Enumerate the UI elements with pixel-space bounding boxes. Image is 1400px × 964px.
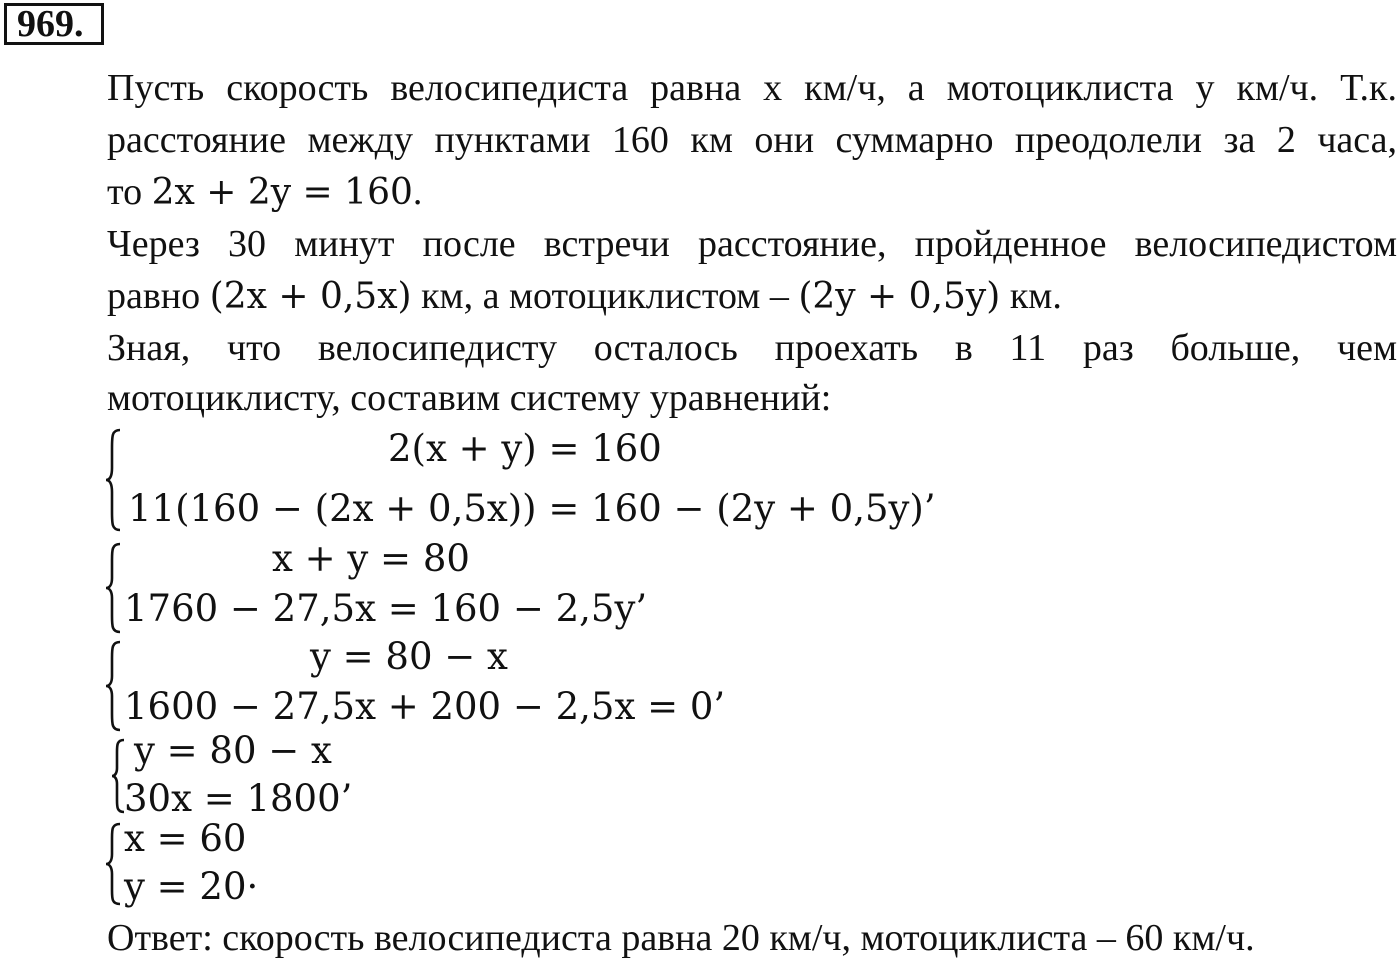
equation-end-mark: ’: [713, 685, 726, 728]
system-brace-2: [104, 542, 124, 634]
text-line-7: мотоциклисту, составим систему уравнений:: [107, 377, 832, 419]
text-prefix: равно: [107, 275, 210, 317]
text-mid: км, а мотоциклистом –: [411, 275, 799, 317]
system-1-equation-2: [128, 484, 936, 534]
text-line-2: расстояние между пунктами 160 км они суммарно преодолели за 2 часа,: [107, 119, 1397, 161]
system-5-equation-1: x = 60: [124, 817, 247, 860]
system-brace-3: [104, 640, 124, 732]
text-line-6: Зная, что велосипедисту осталось проехать в 11 раз больше, чем: [107, 327, 1397, 369]
text-line-1: Пусть скорость велосипедиста равна x км/ч, а мотоциклиста y км/ч. Т.к.: [107, 67, 1397, 109]
system-4-equation-1: y = 80 − x: [134, 729, 332, 772]
text-line-5: [107, 270, 1397, 323]
problem-number: 969.: [4, 3, 104, 45]
system-brace-5: [104, 822, 124, 906]
equation-text: 1760 − 27,5x = 160 − 2,5y: [124, 587, 636, 630]
equation-inline: 2x + 2y = 160: [151, 172, 413, 213]
system-3-equation-2: [124, 682, 725, 732]
text-line-3: [107, 166, 1397, 219]
expression-motorcyclist: (2y + 0,5y): [798, 276, 1001, 317]
system-5-equation-2: [124, 862, 258, 912]
system-2-equation-1: x + y = 80: [272, 537, 470, 580]
text-line-4: Через 30 минут после встречи расстояние, пройденное велосипедистом: [107, 223, 1397, 265]
text-prefix: то: [107, 171, 152, 213]
system-1-equation-1: 2(x + y) = 160: [388, 427, 662, 470]
expression-cyclist: (2x + 0,5x): [209, 276, 412, 317]
answer-line: Ответ: скорость велосипедиста равна 20 км/ч, мотоциклиста – 60 км/ч.: [107, 917, 1255, 959]
text-suffix: .: [412, 171, 423, 213]
equation-text: 30x = 1800: [124, 777, 341, 820]
system-3-equation-1: y = 80 − x: [310, 635, 508, 678]
equation-end-mark: ’: [635, 587, 648, 630]
equation-end-mark: ·: [246, 865, 259, 908]
text-suffix: км.: [1000, 275, 1062, 317]
system-brace-1: [104, 428, 124, 532]
system-2-equation-2: [124, 584, 647, 634]
equation-text: 1600 − 27,5x + 200 − 2,5x = 0: [124, 685, 714, 728]
equation-text: y = 20: [124, 865, 247, 908]
equation-end-mark: ’: [923, 487, 936, 530]
equation-text: 11(160 − (2x + 0,5x)) = 160 − (2y + 0,5y): [128, 487, 924, 530]
equation-end-mark: ’: [340, 777, 353, 820]
